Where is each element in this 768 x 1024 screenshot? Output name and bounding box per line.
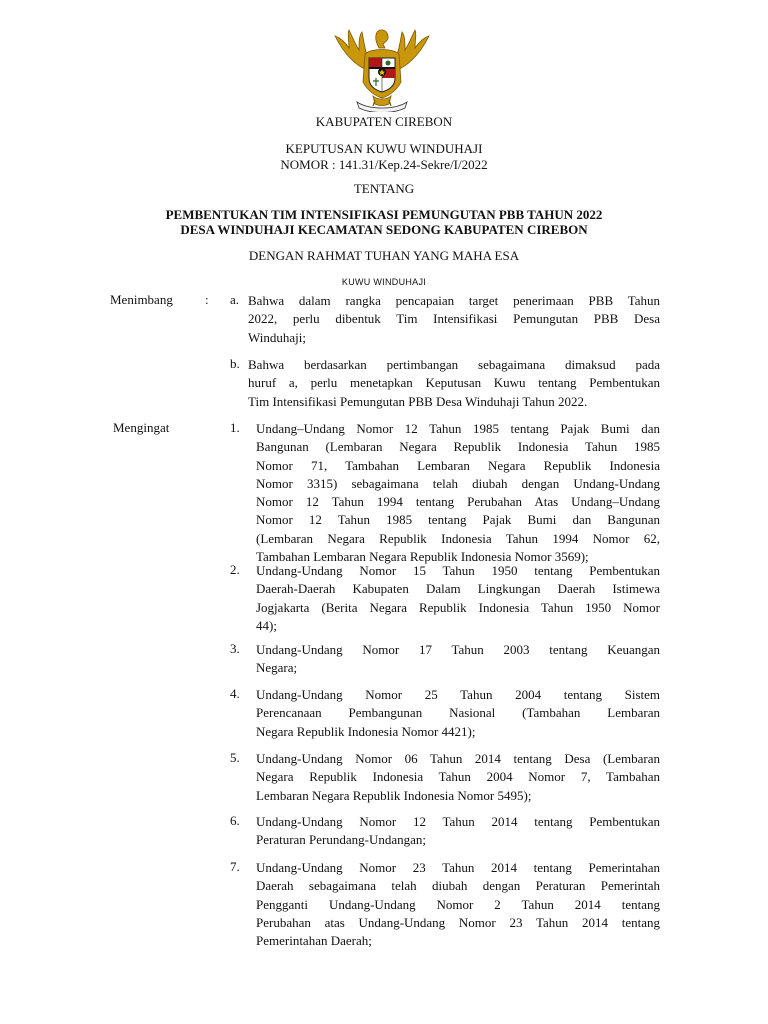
- about-label: TENTANG: [353, 181, 415, 196]
- mengingat-item-7: [256, 859, 660, 950]
- text-line: Tambahan Lembaran Negara Republik Indonesia Nomor 3569);: [256, 549, 589, 565]
- text-line: Winduhaji;: [248, 329, 306, 345]
- decree-title: KEPUTUSAN KUWU WINDUHAJI: [285, 141, 483, 156]
- text-line: 2022, perlu dibentuk Tim Intensifikasi Pemungutan PBB Desa: [248, 311, 660, 327]
- subject-line-2: DESA WINDUHAJI KECAMATAN SEDONG KABUPATEN CIREBON: [180, 222, 588, 237]
- text-line: Bahwa berdasarkan pertimbangan sebagaimana dimaksud pada: [248, 357, 660, 372]
- text-line: Negara Republik Indonesia Nomor 4421);: [256, 723, 476, 739]
- text-line: Bahwa dalam rangka pencapaian target penerimaan PBB Tahun: [248, 293, 660, 308]
- text-line: Negara;: [256, 660, 298, 676]
- region-name: KABUPATEN CIREBON: [315, 114, 453, 129]
- mengingat-marker-5: 5.: [230, 750, 240, 765]
- text-line: Perencanaan Pembangunan Nasional (Tambahan Lembaran: [256, 705, 660, 721]
- menimbang-item-b: [248, 356, 660, 411]
- menimbang-label: Menimbang: [110, 292, 173, 307]
- mengingat-label: Mengingat: [113, 420, 170, 435]
- menimbang-item-a: [248, 292, 660, 347]
- blessing-text: DENGAN RAHMAT TUHAN YANG MAHA ESA: [248, 248, 520, 263]
- text-line: Peraturan Perundang-Undangan;: [256, 832, 427, 848]
- text-line: Lembaran Negara Republik Indonesia Nomor 5495);: [256, 787, 532, 803]
- mengingat-item-5: [256, 750, 660, 805]
- mengingat-marker-7: 7.: [230, 859, 240, 874]
- text-line: Perubahan atas Undang-Undang Nomor 23 Tahun 2014 tentang: [256, 914, 660, 930]
- text-line: Undang-Undang Nomor 06 Tahun 2014 tentang Desa (Lembaran: [256, 751, 660, 766]
- mengingat-item-3: [256, 641, 660, 678]
- mengingat-marker-4: 4.: [230, 686, 240, 701]
- text-line: Pemerintahan Daerah;: [256, 933, 372, 949]
- mengingat-marker-2: 2.: [230, 562, 240, 577]
- text-line: Jogjakarta (Berita Negara Republik Indonesia Tahun 1950 Nomor: [256, 599, 660, 615]
- text-line: Undang-Undang Nomor 15 Tahun 1950 tentang Pembentukan: [256, 563, 660, 578]
- text-line: 44);: [256, 617, 277, 633]
- mengingat-item-6: [256, 813, 660, 850]
- text-line: Undang-Undang Nomor 17 Tahun 2003 tentang Keuangan: [256, 642, 660, 657]
- text-line: Undang-Undang Nomor 25 Tahun 2004 tentang Sistem: [256, 687, 660, 702]
- text-line: Bangunan (Lembaran Negara Republik Indonesia Tahun 1985: [256, 439, 660, 455]
- menimbang-marker-a: a.: [230, 292, 240, 307]
- text-line: Undang–Undang Nomor 12 Tahun 1985 tentang Pajak Bumi dan: [256, 421, 660, 436]
- text-line: Daerah sebagaimana telah diubah dengan Peraturan Pemerintah: [256, 878, 660, 894]
- garuda-emblem-icon: [327, 26, 437, 112]
- text-line: Nomor 12 Tahun 1994 tentang Perubahan Atas Undang–Undang: [256, 494, 660, 510]
- text-line: Undang-Undang Nomor 12 Tahun 2014 tentang Pembentukan: [256, 814, 660, 829]
- text-line: Nomor 71, Tambahan Lembaran Negara Republik Indonesia: [256, 457, 660, 473]
- text-line: Nomor 12 Tahun 1985 tentang Pajak Bumi dan Bangunan: [256, 512, 660, 528]
- text-line: Negara Republik Indonesia Tahun 2004 Nomor 7, Tambahan: [256, 769, 660, 785]
- subject-line-1: PEMBENTUKAN TIM INTENSIFIKASI PEMUNGUTAN PBB TAHUN 2022: [165, 207, 603, 222]
- menimbang-colon: :: [205, 292, 209, 307]
- text-line: (Lembaran Negara Republik Indonesia Tahun 1994 Nomor 62,: [256, 530, 660, 546]
- mengingat-marker-1: 1.: [230, 420, 240, 435]
- official-title: KUWU WINDUHAJI: [341, 277, 427, 287]
- mengingat-marker-6: 6.: [230, 813, 240, 828]
- mengingat-item-2: [256, 562, 660, 635]
- decree-number: NOMOR : 141.31/Kep.24-Sekre/I/2022: [280, 157, 488, 172]
- mengingat-item-4: [256, 686, 660, 741]
- mengingat-marker-3: 3.: [230, 641, 240, 656]
- text-line: Daerah-Daerah Kabupaten Dalam Lingkungan Daerah Istimewa: [256, 581, 660, 597]
- menimbang-marker-b: b.: [230, 356, 240, 371]
- text-line: Pengganti Undang-Undang Nomor 2 Tahun 2014 tentang: [256, 896, 660, 912]
- text-line: huruf a, perlu menetapkan Keputusan Kuwu tentang Pembentukan: [248, 375, 660, 391]
- text-line: Tim Intensifikasi Pemungutan PBB Desa Winduhaji Tahun 2022.: [248, 393, 588, 409]
- mengingat-item-1: [256, 420, 660, 566]
- text-line: Nomor 3315) sebagaimana telah diubah dengan Undang-Undang: [256, 475, 660, 491]
- text-line: Undang-Undang Nomor 23 Tahun 2014 tentang Pemerintahan: [256, 860, 660, 875]
